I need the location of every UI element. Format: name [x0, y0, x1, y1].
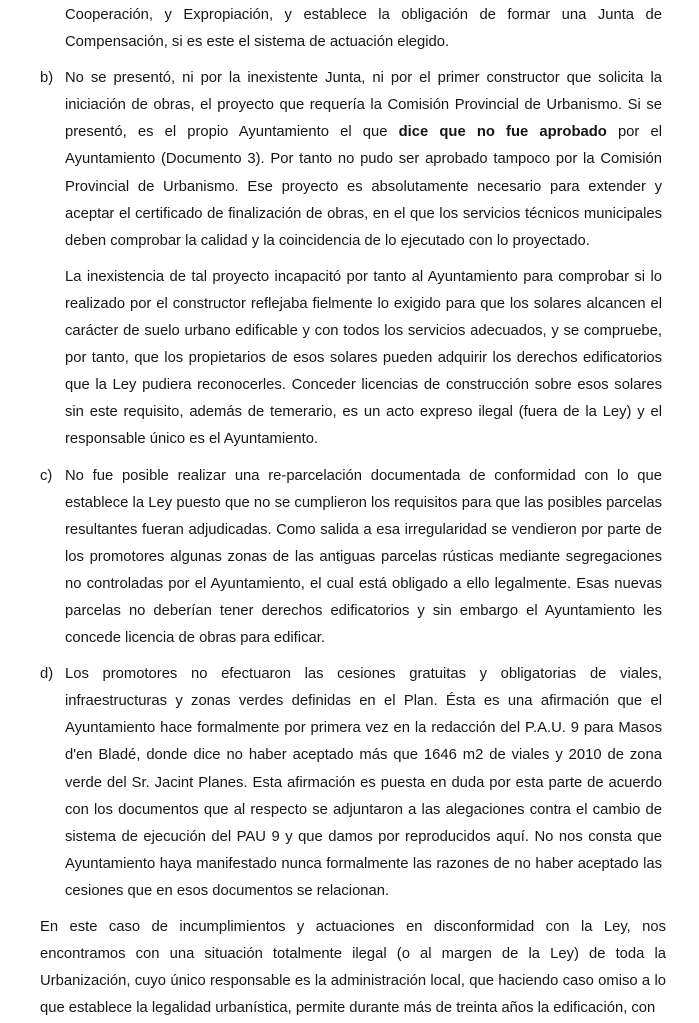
list-item [40, 65, 662, 453]
lettered-items [40, 65, 699, 905]
item-paragraph [65, 463, 662, 653]
item-paragraph [65, 661, 662, 905]
intro-paragraph: Cooperación, y Expropiación, y establece la obligación de formar una Junta de Compensación, si es este el sistema de actuación elegido. [65, 7, 662, 51]
bold-emphasis-text: dice que no fue aprobado [398, 124, 607, 141]
item-paragraph [65, 65, 662, 255]
item-paragraph [65, 264, 662, 454]
paragraph-text: No fue posible realizar una re-parcelación documentada de conformidad con lo que establece la Ley puesto que no se cumplieron los requisitos para que las posibles parcelas resultantes fueran adjudicadas. Como salida a esa irregularidad se vendieron por parte de los promotores algunas zonas de las antiguas parcelas rústicas mediante segregaciones no controladas por el Ayuntamiento, el cual está obligado a ello legalmente. Esas nuevas parcelas no deberían tener derechos edificatorios y sin embargo el Ayuntamiento les concede licencia de obras para edificar. [65, 467, 662, 647]
item-letter-label: d) [40, 666, 54, 683]
paragraph-text: No se presentó, ni por la inexistente Junta, ni por el primer constructor que solicita la iniciación de obras, el proyecto que requería la Comisión Provincial de Urbanismo. Si se presentó, es el propio Ayuntamiento el que [65, 70, 662, 141]
paragraph-text: La inexistencia de tal proyecto incapacitó por tanto al Ayuntamiento para comprobar si lo realizado por el constructor reflejaba fielmente lo exigido para que los solares alcancen el carácter de suelo urbano edificable y con todos los servicios adecuados, y se compruebe, por tanto, que los propietarios de esos solares pueden adquirir los derechos edificatorios que la Ley pudiera reconocerles. Conceder licencias de construcción sobre esos solares sin este requisito, además de temerario, es un acto expreso ilegal (fuera de la Ley) y el responsable único es el Ayuntamiento. [65, 268, 662, 448]
list-item [40, 463, 662, 653]
closing-paragraph: En este caso de incumplimientos y actuaciones en disconformidad con la Ley, nos encontramos con una situación totalmente ilegal (o al margen de la Ley) de toda la Urbanización, cuyo único responsable es la administración local, que haciendo caso omiso a lo que establece la legalidad urbanística, permite durante más de treinta años la edificación, con [40, 919, 666, 1017]
list-item [40, 661, 662, 905]
paragraph-text: por el Ayuntamiento (Documento 3). Por tanto no pudo ser aprobado tampoco por la Comisión Provincial de Urbanismo. Ese proyecto es absolutamente necesario para extender y aceptar el certificado de finalización de obras, en el que los servicios técnicos municipales deben comprobar la calidad y la coincidencia de lo ejecutado con lo proyectado. [65, 124, 662, 249]
item-letter-label: c) [40, 467, 53, 484]
paragraph-text: Los promotores no efectuaron las cesiones gratuitas y obligatorias de viales, infraestructuras y zonas verdes definidas en el Plan. Ésta es una afirmación que el Ayuntamiento hace formalmente por primera vez en la redacción del P.A.U. 9 para Masos d'en Bladé, donde dice no haber aceptado más que 1646 m2 de viales y 2010 de zona verde del Sr. Jacint Planes. Esta afirmación es puesta en duda por esta parte de acuerdo con los documentos que al respecto se adjuntaron a las alegaciones contra el cambio de sistema de ejecución del PAU 9 y que damos por reproducidos aquí. No nos consta que Ayuntamiento haya manifestado nunca formalmente las razones de no haber aceptado las cesiones que en esos documentos se relacionan. [65, 666, 662, 899]
item-letter-label: b) [40, 70, 54, 87]
